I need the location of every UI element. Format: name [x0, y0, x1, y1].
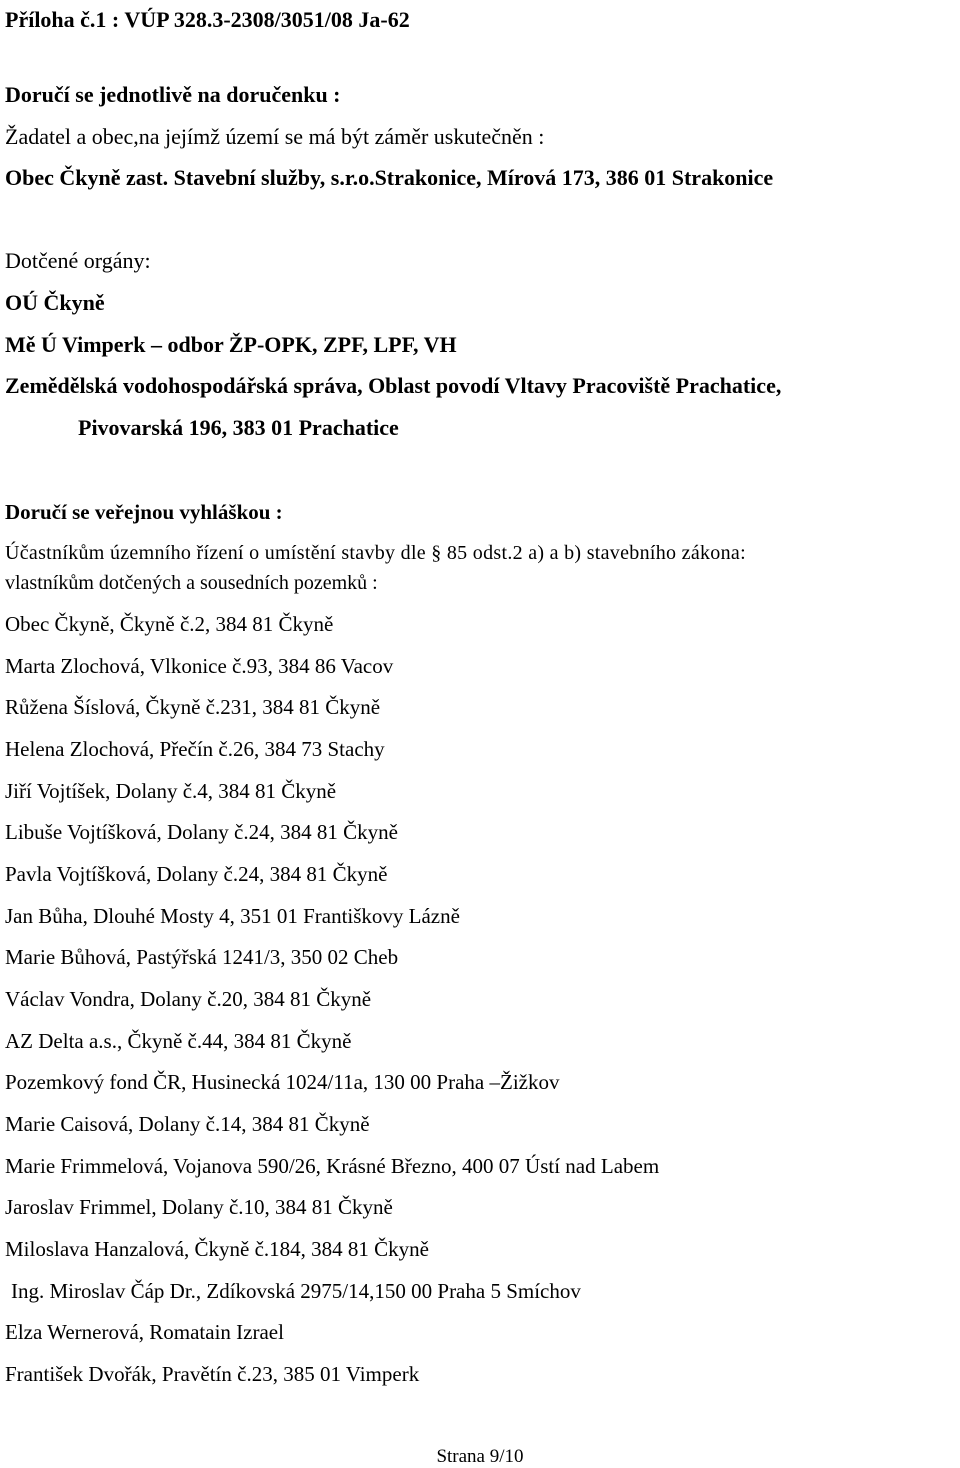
- applicant-line: Obec Čkyně zast. Stavební služby, s.r.o.Strakonice, Mírová 173, 386 01 Strakonice: [5, 165, 774, 190]
- participants-intro: Účastníkům územního řízení o umístění stavby dle § 85 odst.2 a) a b) stavebního zákona:: [5, 542, 746, 564]
- participant-line: Obec Čkyně, Čkyně č.2, 384 81 Čkyně: [5, 612, 334, 636]
- authorities-heading: Dotčené orgány:: [5, 248, 151, 273]
- participant-line: Miloslava Hanzalová, Čkyně č.184, 384 81 Čkyně: [5, 1237, 429, 1261]
- applicant-label: Žadatel a obec,na jejímž území se má být záměr uskutečněn :: [5, 124, 545, 149]
- authority-item: OÚ Čkyně: [5, 290, 105, 315]
- participant-line: Marie Bůhová, Pastýřská 1241/3, 350 02 Cheb: [5, 945, 399, 969]
- participant-line: Růžena Šíslová, Čkyně č.231, 384 81 Čkyně: [5, 695, 381, 719]
- participants-intro-cont: vlastníkům dotčených a sousedních pozemků :: [5, 572, 378, 594]
- participant-line: Pozemkový fond ČR, Husinecká 1024/11a, 130 00 Praha –Žižkov: [5, 1070, 560, 1094]
- participant-line: Pavla Vojtíšková, Dolany č.24, 384 81 Čkyně: [5, 862, 388, 886]
- participant-line: František Dvořák, Pravětín č.23, 385 01 Vimperk: [5, 1362, 420, 1386]
- participant-line: Marta Zlochová, Vlkonice č.93, 384 86 Vacov: [5, 654, 394, 678]
- participant-line: Elza Wernerová, Romatain Izrael: [5, 1320, 284, 1344]
- participant-line: Jaroslav Frimmel, Dolany č.10, 384 81 Čkyně: [5, 1195, 393, 1219]
- participant-line: Ing. Miroslav Čáp Dr., Zdíkovská 2975/14,150 00 Praha 5 Smíchov: [11, 1279, 581, 1303]
- participant-line: Jan Bůha, Dlouhé Mosty 4, 351 01 Františkovy Lázně: [5, 904, 460, 928]
- participant-line: AZ Delta a.s., Čkyně č.44, 384 81 Čkyně: [5, 1029, 352, 1053]
- authority-item: Zemědělská vodohospodářská správa, Oblast povodí Vltavy Pracoviště Prachatice,: [5, 373, 782, 398]
- delivery-individual-heading: Doručí se jednotlivě na doručenku :: [5, 82, 341, 107]
- delivery-public-heading: Doručí se veřejnou vyhláškou :: [5, 500, 283, 524]
- authority-address: Pivovarská 196, 383 01 Prachatice: [78, 415, 399, 440]
- participant-line: Jiří Vojtíšek, Dolany č.4, 384 81 Čkyně: [5, 779, 337, 803]
- participant-line: Helena Zlochová, Přečín č.26, 384 73 Stachy: [5, 737, 385, 761]
- participant-line: Libuše Vojtíšková, Dolany č.24, 384 81 Čkyně: [5, 820, 398, 844]
- authority-item: Mě Ú Vimperk – odbor ŽP-OPK, ZPF, LPF, VH: [5, 332, 457, 357]
- participant-line: Marie Frimmelová, Vojanova 590/26, Krásné Březno, 400 07 Ústí nad Labem: [5, 1154, 660, 1178]
- page-number: Strana 9/10: [436, 1446, 524, 1467]
- participant-line: Marie Caisová, Dolany č.14, 384 81 Čkyně: [5, 1112, 370, 1136]
- annex-title: Příloha č.1 : VÚP 328.3-2308/3051/08 Ja-62: [5, 7, 410, 32]
- participant-line: Václav Vondra, Dolany č.20, 384 81 Čkyně: [5, 987, 372, 1011]
